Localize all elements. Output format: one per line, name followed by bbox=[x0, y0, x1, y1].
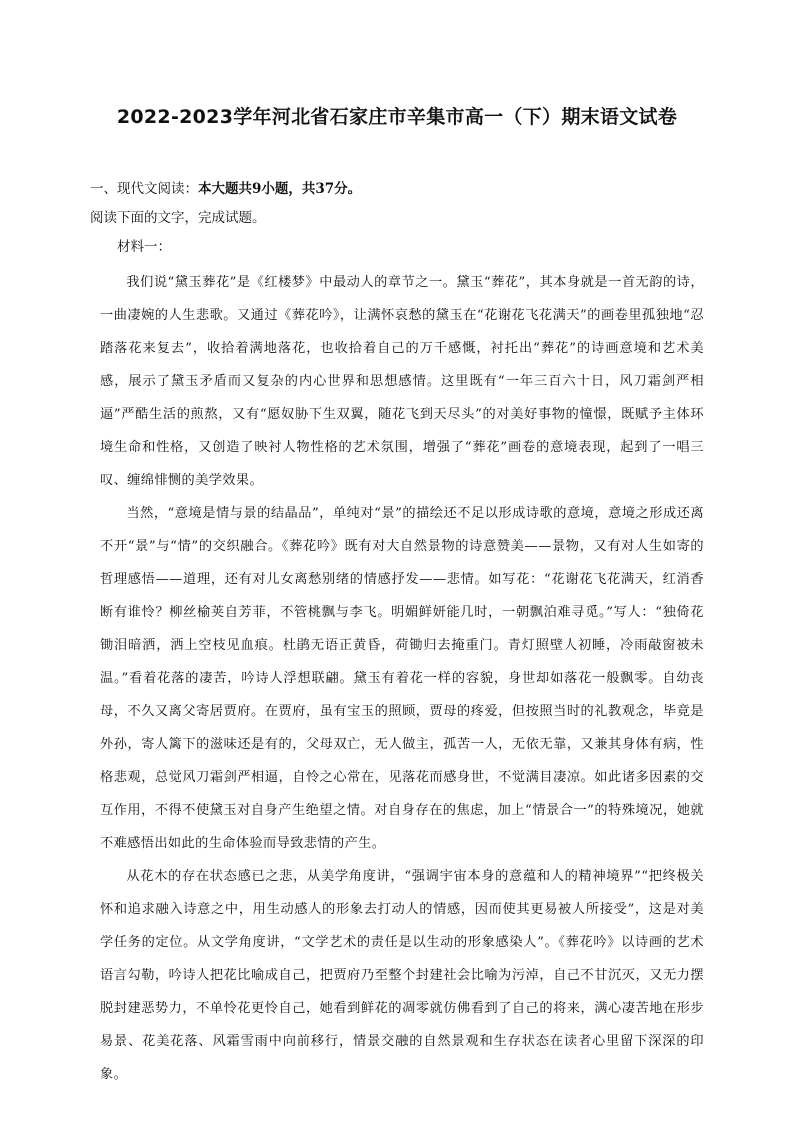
paragraph-3: 从花木的存在状态感已之悲，从美学角度讲，“强调宇宙本身的意蕴和人的精神境界”“把终极关怀和追求融入诗意之中，用生动感人的形象去打动人的情感，因而使其更易被人所接受”，这是对美学任务的定位。从文学角度讲，“文学艺术的责任是以生动的形象感染人”。《葬花吟》以诗画的艺术语言勾勒，吟诗人把花比喻成自己，把贾府乃至整个封建社会比喻为污淖，自己不甘沉灭，又无力摆脱封建恶势力，不单怜花更怜自己，她看到鲜花的凋零就仿佛看到了自己的将来，满心凄苦地在形步易景、花美花落、风霜雪雨中向前移行，情景交融的自然景观和生存状态在读者心里留下深深的印象。 bbox=[100, 869, 704, 1082]
paragraph-1: 我们说“黛玉葬花”是《红楼梦》中最动人的章节之一。黛玉“葬花”，其本身就是一首无韵的诗，一曲凄婉的人生悲歌。又通过《葬花吟》，让满怀哀愁的黛玉在“花谢花飞花满天”的画卷里孤独地“忍踏落花来复去”，收拾着满地落花，也收拾着自己的万千感慨，衬托出“葬花”的诗画意境和艺术美感，展示了黛玉矛盾而又复杂的内心世界和思想感情。这里既有“一年三百六十日，风刀霜剑严相逼”严酷生活的煎熬，又有“愿奴胁下生双翼，随花飞到天尽头”的对美好事物的憧憬，既赋予主体环境生命和性格，又创造了映衬人物性格的艺术氛围，增强了“葬花”画卷的意境表现，起到了一唱三叹、缠绵悱恻的美学效果。 bbox=[100, 275, 704, 488]
material-label: 材料一： bbox=[117, 239, 171, 255]
section-bold-text: 本大题共9小题，共37分。 bbox=[198, 181, 362, 197]
section-prefix: 一、现代文阅读： bbox=[90, 181, 198, 197]
reading-instruction: 阅读下面的文字，完成试题。 bbox=[90, 210, 266, 226]
page-title: 2022-2023学年河北省石家庄市辛集市高一（下）期末语文试卷 bbox=[116, 106, 678, 128]
paragraph-2: 当然，“意境是情与景的结晶品”，单纯对“景”的描绘还不足以形成诗歌的意境，意境之形成还离不开“景”与“情”的交织融合。《葬花吟》既有对大自然景物的诗意赞美——景物，又有对人生如寄的哲理感悟——道理，还有对儿女离愁别绪的情感抒发——悲情。如写花：“花谢花飞花满天，红消香断有谁怜？柳丝榆荚自芳菲，不管桃飘与李飞。明媚鲜妍能几时，一朝飘泊难寻觅。”写人：“独倚花锄泪暗洒，洒上空枝见血痕。杜鹃无语正黄昏，荷锄归去掩重门。青灯照壁人初睡，冷雨敲窗被未温。”看着花落的凄苦，吟诗人浮想联翩。黛玉有着花一样的容貌，身世却如落花一般飘零。自幼丧母，不久又离父寄居贾府。在贾府，虽有宝玉的照顾，贾母的疼爱，但按照当时的礼教观念，毕竟是外孙，寄人篱下的滋味还是有的，父母双亡，无人做主，孤苦一人，无依无靠，又兼其身体有病，性格悲观，总觉风刀霜剑严相逼，自怜之心常在，见落花而感身世，不觉满目凄凉。如此诸多因素的交互作用，不得不使黛玉对自身产生绝望之情。对自身存在的焦虑，加上“情景合一”的特殊境况，她就不难感悟出如此的生命体验而导致悲情的产生。 bbox=[100, 506, 704, 851]
section-heading bbox=[90, 176, 704, 202]
